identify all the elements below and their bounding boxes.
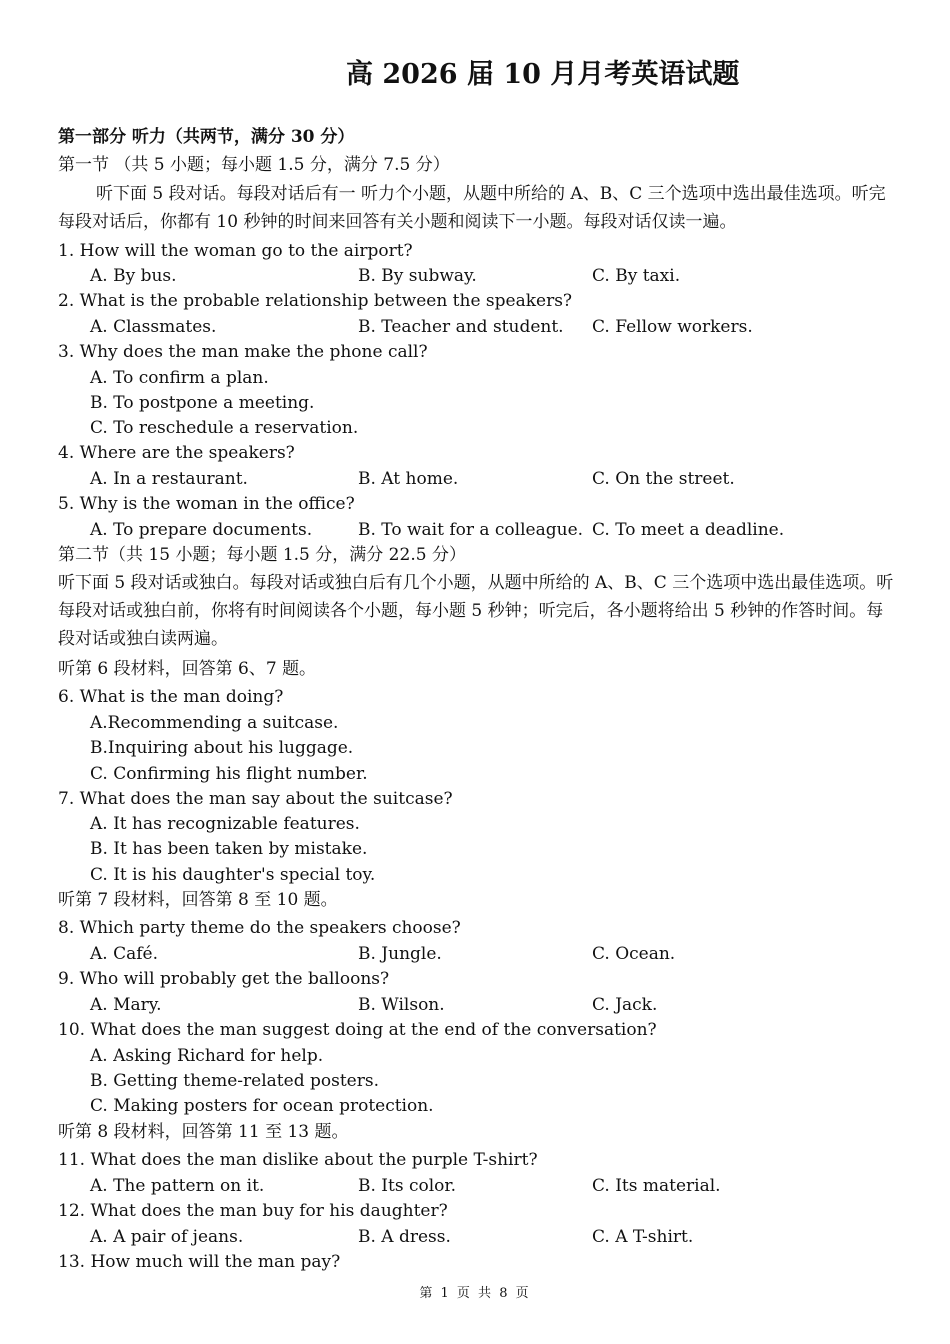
question-stem: 12. What does the man buy for his daughter? bbox=[58, 1201, 448, 1221]
question-stem: 8. Which party theme do the speakers choose? bbox=[58, 918, 461, 938]
material-instruction: 听第 7 段材料，回答第 8 至 10 题。 bbox=[58, 890, 338, 910]
option-a: A. To confirm a plan. bbox=[90, 368, 269, 388]
material-instruction: 听第 6 段材料，回答第 6、7 题。 bbox=[58, 659, 317, 679]
option-a: A. A pair of jeans. bbox=[90, 1227, 244, 1247]
option-c: C. By taxi. bbox=[592, 266, 681, 286]
option-c: C. Confirming his flight number. bbox=[90, 764, 368, 784]
question-stem: 10. What does the man suggest doing at the end of the conversation? bbox=[58, 1020, 657, 1040]
section2-heading: 第二节（共 15 小题；每小题 1.5 分，满分 22.5 分） bbox=[58, 545, 466, 565]
question-stem: 3. Why does the man make the phone call? bbox=[58, 342, 428, 362]
part1-heading: 第一部分 听力（共两节，满分 30 分） bbox=[58, 127, 355, 147]
question-stem: 1. How will the woman go to the airport? bbox=[58, 241, 413, 261]
option-a: A. The pattern on it. bbox=[90, 1176, 265, 1196]
option-a: A. Café. bbox=[90, 944, 158, 964]
question-stem: 2. What is the probable relationship between the speakers? bbox=[58, 291, 573, 311]
option-b: B. To wait for a colleague. bbox=[358, 520, 584, 540]
section1-instructions: 听下面 5 段对话。每段对话后有一 听力个小题，从题中所给的 A、B、C 三个选项中选出最佳选项。听完每段对话后，你都有 10 秒钟的时间来回答有关小题和阅读下一小题。每段对话仅读一遍。 bbox=[58, 184, 886, 232]
option-a: A. To prepare documents. bbox=[90, 520, 313, 540]
option-b: B. Jungle. bbox=[358, 944, 442, 964]
question-stem: 11. What does the man dislike about the purple T-shirt? bbox=[58, 1150, 538, 1170]
option-c: C. To meet a deadline. bbox=[592, 520, 785, 540]
option-b: B. It has been taken by mistake. bbox=[90, 839, 368, 859]
option-b: B. By subway. bbox=[358, 266, 477, 286]
option-c: C. Its material. bbox=[592, 1176, 721, 1196]
option-b: B.Inquiring about his luggage. bbox=[90, 738, 354, 758]
option-a: A. It has recognizable features. bbox=[90, 814, 360, 834]
question-stem: 6. What is the man doing? bbox=[58, 687, 284, 707]
option-b: B. Teacher and student. bbox=[358, 317, 564, 337]
option-b: B. Wilson. bbox=[358, 995, 445, 1015]
material-instruction: 听第 8 段材料，回答第 11 至 13 题。 bbox=[58, 1122, 349, 1142]
section1-heading: 第一节 （共 5 小题；每小题 1.5 分，满分 7.5 分） bbox=[58, 155, 450, 175]
option-c: C. Fellow workers. bbox=[592, 317, 753, 337]
question-stem: 9. Who will probably get the balloons? bbox=[58, 969, 390, 989]
page-title: 高 2026 届 10 月月考英语试题 bbox=[346, 59, 740, 90]
option-c: C. Making posters for ocean protection. bbox=[90, 1096, 434, 1116]
option-a: A. Asking Richard for help. bbox=[90, 1046, 324, 1066]
option-a: A. Classmates. bbox=[90, 317, 217, 337]
question-stem: 7. What does the man say about the suitcase? bbox=[58, 789, 453, 809]
option-b: B. At home. bbox=[358, 469, 459, 489]
option-c: C. Jack. bbox=[592, 995, 658, 1015]
option-a: A. Mary. bbox=[90, 995, 162, 1015]
option-c: C. To reschedule a reservation. bbox=[90, 418, 359, 438]
question-stem: 13. How much will the man pay? bbox=[58, 1252, 341, 1272]
option-a: A.Recommending a suitcase. bbox=[90, 713, 339, 733]
option-c: C. Ocean. bbox=[592, 944, 676, 964]
option-a: A. By bus. bbox=[90, 266, 177, 286]
option-b: B. Its color. bbox=[358, 1176, 457, 1196]
section2-instructions: 听下面 5 段对话或独白。每段对话或独白后有几个小题，从题中所给的 A、B、C 三个选项中选出最佳选项。听每段对话或独白前，你将有时间阅读各个小题，每小题 5 秒钟；听完后，各小题将给出 5 秒钟的作答时间。每段对话或独白读两遍。 bbox=[58, 573, 894, 649]
option-c: C. On the street. bbox=[592, 469, 735, 489]
option-b: B. A dress. bbox=[358, 1227, 451, 1247]
option-c: C. It is his daughter's special toy. bbox=[90, 865, 376, 885]
option-a: A. In a restaurant. bbox=[90, 469, 248, 489]
page-footer: 第 1 页 共 8 页 bbox=[419, 1286, 531, 1301]
question-stem: 5. Why is the woman in the office? bbox=[58, 494, 355, 514]
option-c: C. A T-shirt. bbox=[592, 1227, 694, 1247]
question-stem: 4. Where are the speakers? bbox=[58, 443, 295, 463]
option-b: B. To postpone a meeting. bbox=[90, 393, 315, 413]
option-b: B. Getting theme-related posters. bbox=[90, 1071, 379, 1091]
